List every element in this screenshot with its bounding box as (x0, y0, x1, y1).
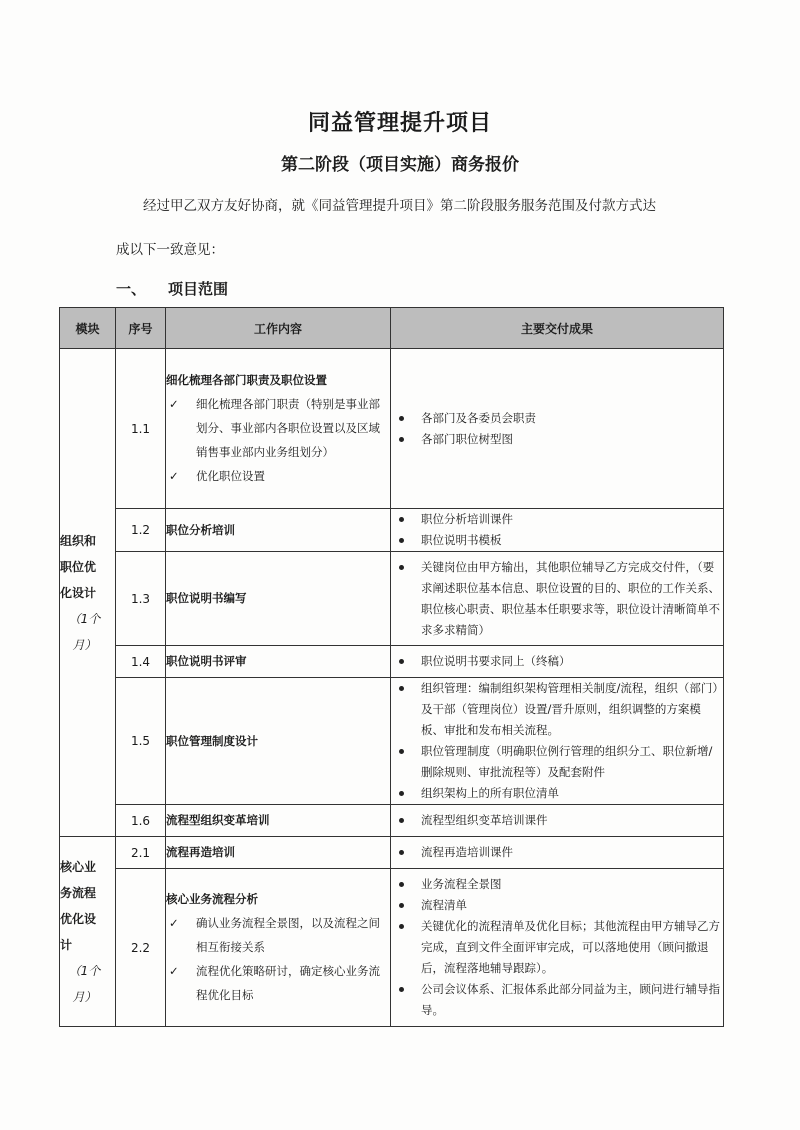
seq-cell: 1.2 (116, 509, 166, 552)
scope-table (59, 307, 724, 1027)
check-item: ✓ 细化梳理各部门职责（特别是事业部划分、事业部内各职位设置以及区域销售事业部内业务组划分） (166, 392, 390, 464)
module-line: 职位优 (60, 559, 97, 574)
document-subtitle: 第二阶段（项目实施）商务报价 (281, 155, 519, 175)
deliverables-cell (391, 509, 724, 552)
deliverable-item: 流程再造培训课件 (391, 842, 723, 863)
header-module: 模块 (60, 308, 116, 349)
module-line: 组织和 (60, 533, 97, 548)
table-row (60, 837, 724, 869)
work-heading: 细化梳理各部门职责及职位设置 (166, 373, 327, 387)
check-item: ✓ 流程优化策略研讨，确定核心业务流程优化目标 (166, 959, 390, 1007)
table-row (60, 646, 724, 678)
table-row (60, 349, 724, 509)
header-seq: 序号 (116, 308, 166, 349)
seq-cell: 1.5 (116, 678, 166, 805)
seq-cell: 1.6 (116, 805, 166, 837)
seq-cell: 1.1 (116, 349, 166, 509)
seq-cell: 1.4 (116, 646, 166, 678)
section-title: 项目范围 (168, 280, 229, 298)
module-cell-org (60, 349, 116, 837)
check-item: ✓ 优化职位设置 (166, 464, 390, 488)
deliverable-item: 流程清单 (391, 895, 723, 916)
document-title: 同益管理提升项目 (307, 111, 492, 136)
table-row (60, 678, 724, 805)
seq-cell: 2.2 (116, 869, 166, 1027)
module-duration: （1个月） (68, 963, 101, 1004)
deliverables-cell (391, 869, 724, 1027)
deliverable-item: 各部门职位树型图 (391, 429, 723, 450)
deliverable-item: 公司会议体系、汇报体系此部分同益为主，顾问进行辅导指导。 (391, 979, 723, 1021)
deliverable-item: 各部门及各委员会职责 (391, 408, 723, 429)
intro-paragraph-line2: 成以下一致意见： (116, 242, 224, 258)
work-heading: 流程型组织变革培训 (166, 805, 391, 837)
work-heading: 职位说明书编写 (166, 552, 391, 646)
deliverable-item: 业务流程全景图 (391, 874, 723, 895)
deliverables-cell (391, 678, 724, 805)
table-row (60, 869, 724, 1027)
deliverable-item: 组织管理：编制组织架构管理相关制度/流程，组织（部门）及干部（管理岗位）设置/晋升原则，组织调整的方案模板、审批和发布相关流程。 (391, 678, 723, 741)
deliverables-cell (391, 805, 724, 837)
deliverable-item: 组织架构上的所有职位清单 (391, 783, 723, 804)
seq-cell: 1.3 (116, 552, 166, 646)
module-line: 核心业 (60, 859, 97, 874)
header-work: 工作内容 (166, 308, 391, 349)
work-cell (166, 349, 391, 509)
module-duration: （1个月） (68, 611, 101, 652)
deliverables-cell (391, 552, 724, 646)
deliverables-cell (391, 837, 724, 869)
section-number: 一、 (116, 280, 147, 298)
work-heading: 职位管理制度设计 (166, 678, 391, 805)
deliverable-item: 职位说明书要求同上（终稿） (391, 651, 723, 672)
deliverables-cell (391, 349, 724, 509)
deliverable-item: 职位说明书模板 (391, 530, 723, 551)
table-header-row (60, 308, 724, 349)
work-heading: 流程再造培训 (166, 837, 391, 869)
deliverable-item: 关键优化的流程清单及优化目标；其他流程由甲方辅导乙方完成，直到文件全面评审完成，可以落地使用（顾问撤退后，流程落地辅导跟踪）。 (391, 916, 723, 979)
module-line: 务流程 (60, 885, 97, 900)
work-cell (166, 869, 391, 1027)
section-heading (116, 278, 228, 299)
table-row (60, 509, 724, 552)
header-deliverables: 主要交付成果 (391, 308, 724, 349)
seq-cell: 2.1 (116, 837, 166, 869)
work-heading: 职位分析培训 (166, 509, 391, 552)
module-line: 计 (60, 937, 73, 952)
deliverable-item: 职位管理制度（明确职位例行管理的组织分工、职位新增/删除规则、审批流程等）及配套附件 (391, 741, 723, 783)
module-line: 优化设 (60, 911, 97, 926)
module-cell-process (60, 837, 116, 1027)
deliverables-cell (391, 646, 724, 678)
module-line: 化设计 (60, 585, 97, 600)
check-item: ✓ 确认业务流程全景图，以及流程之间相互衔接关系 (166, 911, 390, 959)
deliverable-item: 职位分析培训课件 (391, 509, 723, 530)
deliverable-item: 流程型组织变革培训课件 (391, 810, 723, 831)
table-row (60, 552, 724, 646)
work-heading: 核心业务流程分析 (166, 892, 258, 906)
deliverable-item: 关键岗位由甲方输出，其他职位辅导乙方完成交付件，（要求阐述职位基本信息、职位设置的目的、职位的工作关系、职位核心职责、职位基本任职要求等，职位设计清晰简单不求多求精简） (391, 557, 723, 641)
work-heading: 职位说明书评审 (166, 646, 391, 678)
table-row (60, 805, 724, 837)
intro-paragraph-line1: 经过甲乙双方友好协商，就《同益管理提升项目》第二阶段服务服务范围及付款方式达 (143, 198, 656, 214)
